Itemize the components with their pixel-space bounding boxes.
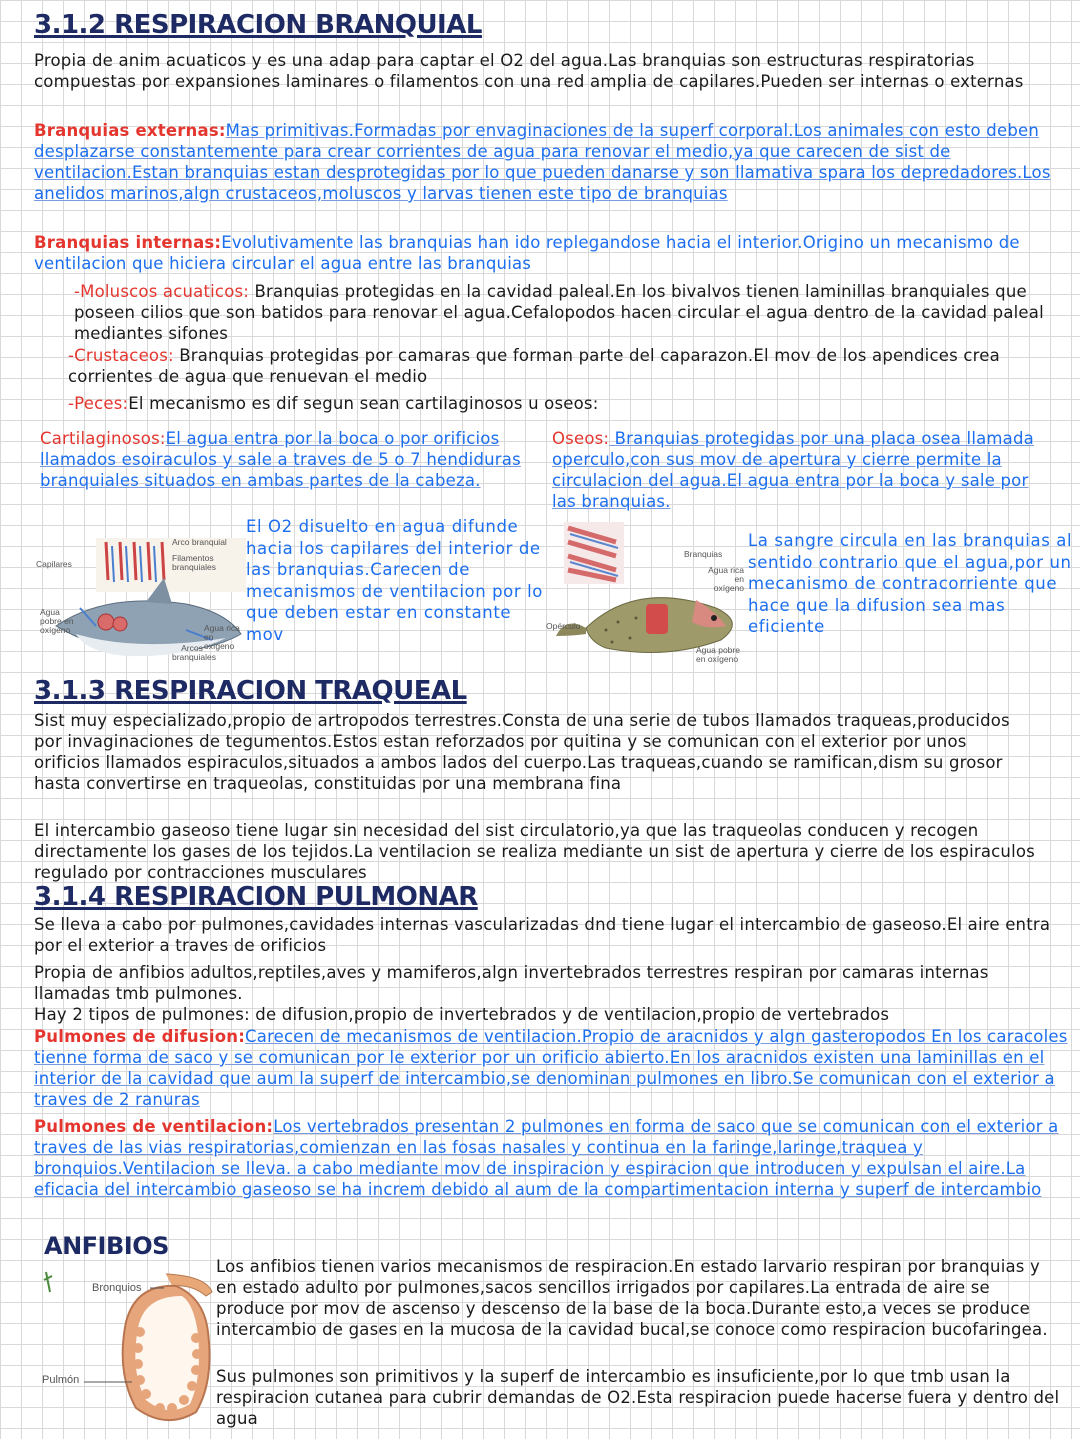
text-oseos-note: La sangre circula en las branquias al sentido contrario que el agua,por un mecanismo de contracorriente que hace que la difusion sea mas eficiente xyxy=(748,531,1073,636)
label-branquias: Branquias xyxy=(684,549,723,559)
label-externas: Branquias externas: xyxy=(34,121,226,140)
intro-branquial: Propia de anim acuaticos y es una adap para captar el O2 del agua.Las branquias son estructuras respiratorias compuestas por expansiones laminares o filamentos con una red amplia de capilares.Pueden ser internas o externas xyxy=(34,51,1024,91)
text-crustaceos: Branquias protegidas por camaras que forman parte del caparazon.El mov de los apendices crea corrientes de agua que renuevan el medio xyxy=(68,346,1000,386)
pulmones-difusion xyxy=(34,1026,1074,1110)
pulmonar-p3: Hay 2 tipos de pulmones: de difusion,propio de invertebrados y de ventilacion,propio de vertebrados xyxy=(34,1005,890,1024)
text-peces: El mecanismo es dif segun sean cartilaginosos u oseos: xyxy=(128,394,599,413)
branquias-externas xyxy=(34,120,1060,204)
anfibios-p2: Sus pulmones son primitivos y la superf de intercambio es insuficiente,por lo que tmb usan la respiracion cutanea para cubrir demandas de O2.Esta respiracion puede hacerse fuera y dentro del agua xyxy=(216,1367,1060,1428)
text-difusion: Carecen de mecanismos de ventilacion.Propio de aracnidos y algn gasteropodos En los caracoles tienne forma de saco y se comunican por le exterior por un orificio abierto.En los aracnidos existen una laminillas en el interior de la cavidad que aum la superf de intercambio,se denominan pulmones en libro.Se comunican con el exterior a traves de 2 ranuras xyxy=(34,1027,1068,1109)
text-oseos: Branquias protegidas por una placa osea llamada operculo,con sus mov de apertura y cierre permite la circulacion del agua.El agua entra por la boca y sale por las branquias. xyxy=(552,429,1034,511)
text-cart-note: El O2 disuelto en agua difunde hacia los capilares del interior de las branquias.Carecen de mecanismos de ventilacion por lo que deben estar en constante mov xyxy=(246,517,543,644)
fish-gill-diagram xyxy=(546,518,746,668)
heading-anfibios: ANFIBIOS xyxy=(44,1232,169,1260)
label-capilares: Capilares xyxy=(36,559,72,569)
oseos xyxy=(552,428,1052,512)
label-fish-agua-rica: Agua rica en oxígeno xyxy=(708,565,744,593)
pulmonar-p2: Propia de anfibios adultos,reptiles,aves y mamiferos,algn invertebrados terrestres respiran por camaras internas llamadas tmb pulmones. xyxy=(34,963,989,1003)
cartilaginosos-note xyxy=(246,516,546,645)
text-moluscos: Branquias protegidas en la cavidad paleal.En los bivalvos tienen laminillas branquiales que poseen cilios que son batidos para renovar el agua.Cefalopodos hacen circular el agua dentro de la cavidad paleal mediantes sifones xyxy=(74,282,1044,343)
moluscos xyxy=(74,281,1054,344)
cartilaginosos xyxy=(40,428,536,491)
label-agua-pobre: Agua pobre en oxígeno xyxy=(40,607,74,635)
text-ventilacion: Los vertebrados presentan 2 pulmones en forma de saco que se comunican con el exterior a traves de las vias respiratorias,comienzan en las fosas nasales y continua en la faringe,laringe,traquea y bronquios.Ventilacion se lleva. a cabo mediante mov de inspiracion y espiracion que introducen y expulsan el aire.La eficacia del intercambio gaseoso se ha increm debido al aum de la compartimentacion interna y superf de intercambio xyxy=(34,1117,1059,1199)
label-bronquios: Bronquios xyxy=(92,1282,142,1294)
label-moluscos: -Moluscos acuaticos: xyxy=(74,282,250,301)
label-arco-branquial: Arco branquial xyxy=(172,537,227,547)
label-cartilaginosos: Cartilaginosos: xyxy=(40,429,166,448)
label-agua-rica: Agua rica en oxígeno xyxy=(204,623,240,651)
label-internas: Branquias internas: xyxy=(34,233,222,252)
label-difusion: Pulmones de difusion: xyxy=(34,1027,246,1046)
traqueal-p1: Sist muy especializado,propio de artropodos terrestres.Consta de una serie de tubos llamados traqueas,producidos por invaginaciones de tegumentos.Estos estan reforzados por quitina y se comunican con el exterior por unos orificios llamados espiraculos,situados a ambos lados del cuerpo.Las traqueas,cuando se ramifican,dism su grosor hasta convertirse en traqueolas, constituidas por una membrana fina xyxy=(34,711,1010,793)
label-fish-agua-pobre: Agua pobre en oxígeno xyxy=(696,645,740,664)
text-internas: Evolutivamente las branquias han ido replegandose hacia el interior.Origino un mecanismo de ventilacion que hiciera circular el agua entre las branquias xyxy=(34,233,1020,273)
label-filamentos: Filamentos branquiales xyxy=(172,553,216,572)
label-crustaceos: -Crustaceos: xyxy=(68,346,174,365)
heading-traqueal: 3.1.3 RESPIRACION TRAQUEAL xyxy=(34,676,467,706)
shark-gill-diagram xyxy=(36,534,246,666)
amphibian-lung-diagram xyxy=(36,1262,216,1432)
pulmones-ventilacion xyxy=(34,1116,1064,1200)
pulmonar-p1: Se lleva a cabo por pulmones,cavidades internas vascularizadas dnd tiene lugar el intercambio de gaseoso.El aire entra por el exterior a traves de orificios xyxy=(34,915,1051,955)
label-oseos: Oseos: xyxy=(552,429,610,448)
heading-pulmonar: 3.1.4 RESPIRACION PULMONAR xyxy=(34,882,478,912)
label-pulmon: Pulmón xyxy=(42,1374,80,1386)
branquias-internas xyxy=(34,232,1060,274)
label-ventilacion: Pulmones de ventilacion: xyxy=(34,1117,274,1136)
text-externas: Mas primitivas.Formadas por envaginaciones de la superf corporal.Los animales con esto deben desplazarse constantemente para crear corrientes de agua para renovar el medio,ya que carecen de sist de ventilacion.Estan branquias estan desprotegidas por lo que pueden danarse y son llamativa spara los depredadores.Los anelidos marinos,algn crustaceos,moluscos y larvas tienen este tipo de branquias xyxy=(34,121,1051,203)
oseos-note xyxy=(748,530,1074,638)
label-operculo: Opérculo xyxy=(546,621,581,631)
traqueal-p2: El intercambio gaseoso tiene lugar sin necesidad del sist circulatorio,ya que las traqueolas conducen y recogen directamente los gases de los tejidos.La ventilacion se realiza mediante un sist de apertura y cierre de los espiraculos regulado por contracciones musculares xyxy=(34,821,1035,882)
peces xyxy=(68,393,1054,414)
anfibios-p1: Los anfibios tienen varios mecanismos de respiracion.En estado larvario respiran por branquias y en estado adulto por pulmones,sacos sencillos irrigados por capilares.La entrada de aire se produce por mov de ascenso y descenso de la base de la boca.Durante esto,a veces se produce intercambio de gases en la mucosa de la cavidad bucal,se conoce como respiracion bucofaringea. xyxy=(216,1257,1048,1339)
label-peces: -Peces: xyxy=(68,394,129,413)
heading-branquial: 3.1.2 RESPIRACION BRANQUIAL xyxy=(34,10,482,40)
text-cartilaginosos: El agua entra por la boca o por orificios llamados esoiraculos y sale a traves de 5 o 7 hendiduras branquiales situados en ambas partes de la cabeza. xyxy=(40,429,521,490)
label-arcos: Arcos branquiales xyxy=(172,643,216,662)
crustaceos xyxy=(68,345,1054,387)
